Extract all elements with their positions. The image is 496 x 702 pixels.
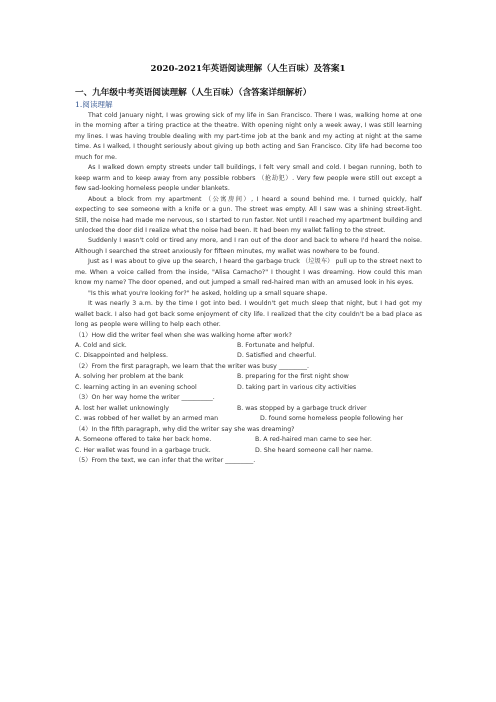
- option-d: D. taking part in various city activities: [237, 383, 357, 391]
- question-stem: （3）On her way home the writer __________.: [75, 394, 215, 402]
- item-number-heading: 1.阅读理解: [75, 100, 113, 109]
- section-heading: 一、九年级中考英语阅读理解（人生百味）（含答案详细解析）: [75, 88, 312, 98]
- option-row: [75, 446, 422, 456]
- question-stem: （2）From the first paragraph, we learn that the writer was busy _________.: [75, 362, 309, 370]
- question-stem: （4）In the fifth paragraph, why did the writer say she was dreaming?: [75, 425, 295, 433]
- passage-paragraph: It was nearly 3 a.m. by the time I got into bed. I wouldn't get much sleep that night, but I had got my wallet back. I also had got back some enjoyment of city life. I realized that the city couldn't be a bad place as long as people were willing to help each other.: [75, 300, 422, 329]
- option-row: [75, 351, 422, 361]
- option-a: A. Someone offered to take her back home.: [75, 436, 212, 444]
- option-row: [75, 404, 422, 414]
- option-row: [75, 372, 422, 382]
- passage-paragraph: That cold January night, I was growing sick of my life in San Francisco. There I was, walking home at one in the morning after a tiring practice at the theatre. With opening night only a week away, I was still learning my lines. I was having trouble dealing with my part-time job at the bank and my acting at night at the same time. As I walked, I thought seriously about giving up both acting and San Francisco. City life had become too much for me.: [75, 112, 422, 161]
- passage-body: [75, 111, 422, 466]
- option-row: [75, 383, 422, 393]
- option-b: B. A red-haired man came to see her.: [255, 436, 372, 444]
- option-c: C. Her wallet was found in a garbage truck.: [75, 446, 211, 454]
- document-title: 2020-2021年英语阅读理解（人生百味）及答案1: [150, 64, 346, 74]
- question-stem: （5）From the text, we can infer that the writer _________.: [75, 456, 256, 464]
- passage-paragraph: "Is this what you're looking for?" he asked, holding up a small square shape.: [88, 289, 328, 297]
- passage-paragraph: Just as I was about to give up the search, I heard the garbage truck （垃圾车） pull up to the street next to me. When a voice called from the inside, "Alisa Camacho?" I thought I was dreaming. How could this man know my name? The door opened, and out jumped a small red-haired man with an amused look in his eyes.: [75, 258, 422, 287]
- option-b: B. Fortunate and helpful.: [237, 341, 315, 349]
- option-c: C. was robbed of her wallet by an armed man: [75, 415, 219, 423]
- option-a: A. lost her wallet unknowingly: [75, 404, 169, 412]
- option-b: B. preparing for the first night show: [237, 373, 349, 381]
- option-c: C. learning acting in an evening school: [75, 383, 197, 391]
- option-row: [75, 414, 422, 424]
- option-d: D. She heard someone call her name.: [255, 446, 374, 454]
- option-d: D. found some homeless people following her: [260, 415, 404, 423]
- option-a: A. solving her problem at the bank: [75, 373, 184, 381]
- passage-paragraph: As I walked down empty streets under tall buildings, I felt very small and cold. I began running, both to keep warm and to keep away from any possible robbers （抢劫犯）. Very few people were still out except a few sad-looking homeless people under blankets.: [75, 164, 422, 193]
- option-row: [75, 341, 422, 351]
- passage-paragraph: Suddenly I wasn't cold or tired any more, and I ran out of the door and back to where I'd heard the noise. Although I searched the street anxiously for fifteen minutes, my wallet was nowhere to be found.: [75, 237, 422, 255]
- passage-paragraph: About a block from my apartment （公寓房间）, I heard a sound behind me. I turned quickly, half expecting to see someone with a knife or a gun. The street was empty. All I saw was a shining street-light. Still, the noise had made me nervous, so I started to run faster. Not until I reached my apartment building and unlocked the door did I realize what the noise had been. It had been my wallet falling to the street.: [75, 195, 422, 234]
- question-stem: （1）How did the writer feel when she was walking home after work?: [75, 331, 292, 339]
- option-c: C. Disappointed and helpless.: [75, 352, 169, 360]
- option-row: [75, 435, 422, 445]
- option-b: B. was stopped by a garbage truck driver: [237, 404, 367, 412]
- option-d: D. Satisfied and cheerful.: [237, 352, 317, 360]
- option-a: A. Cold and sick.: [75, 341, 127, 349]
